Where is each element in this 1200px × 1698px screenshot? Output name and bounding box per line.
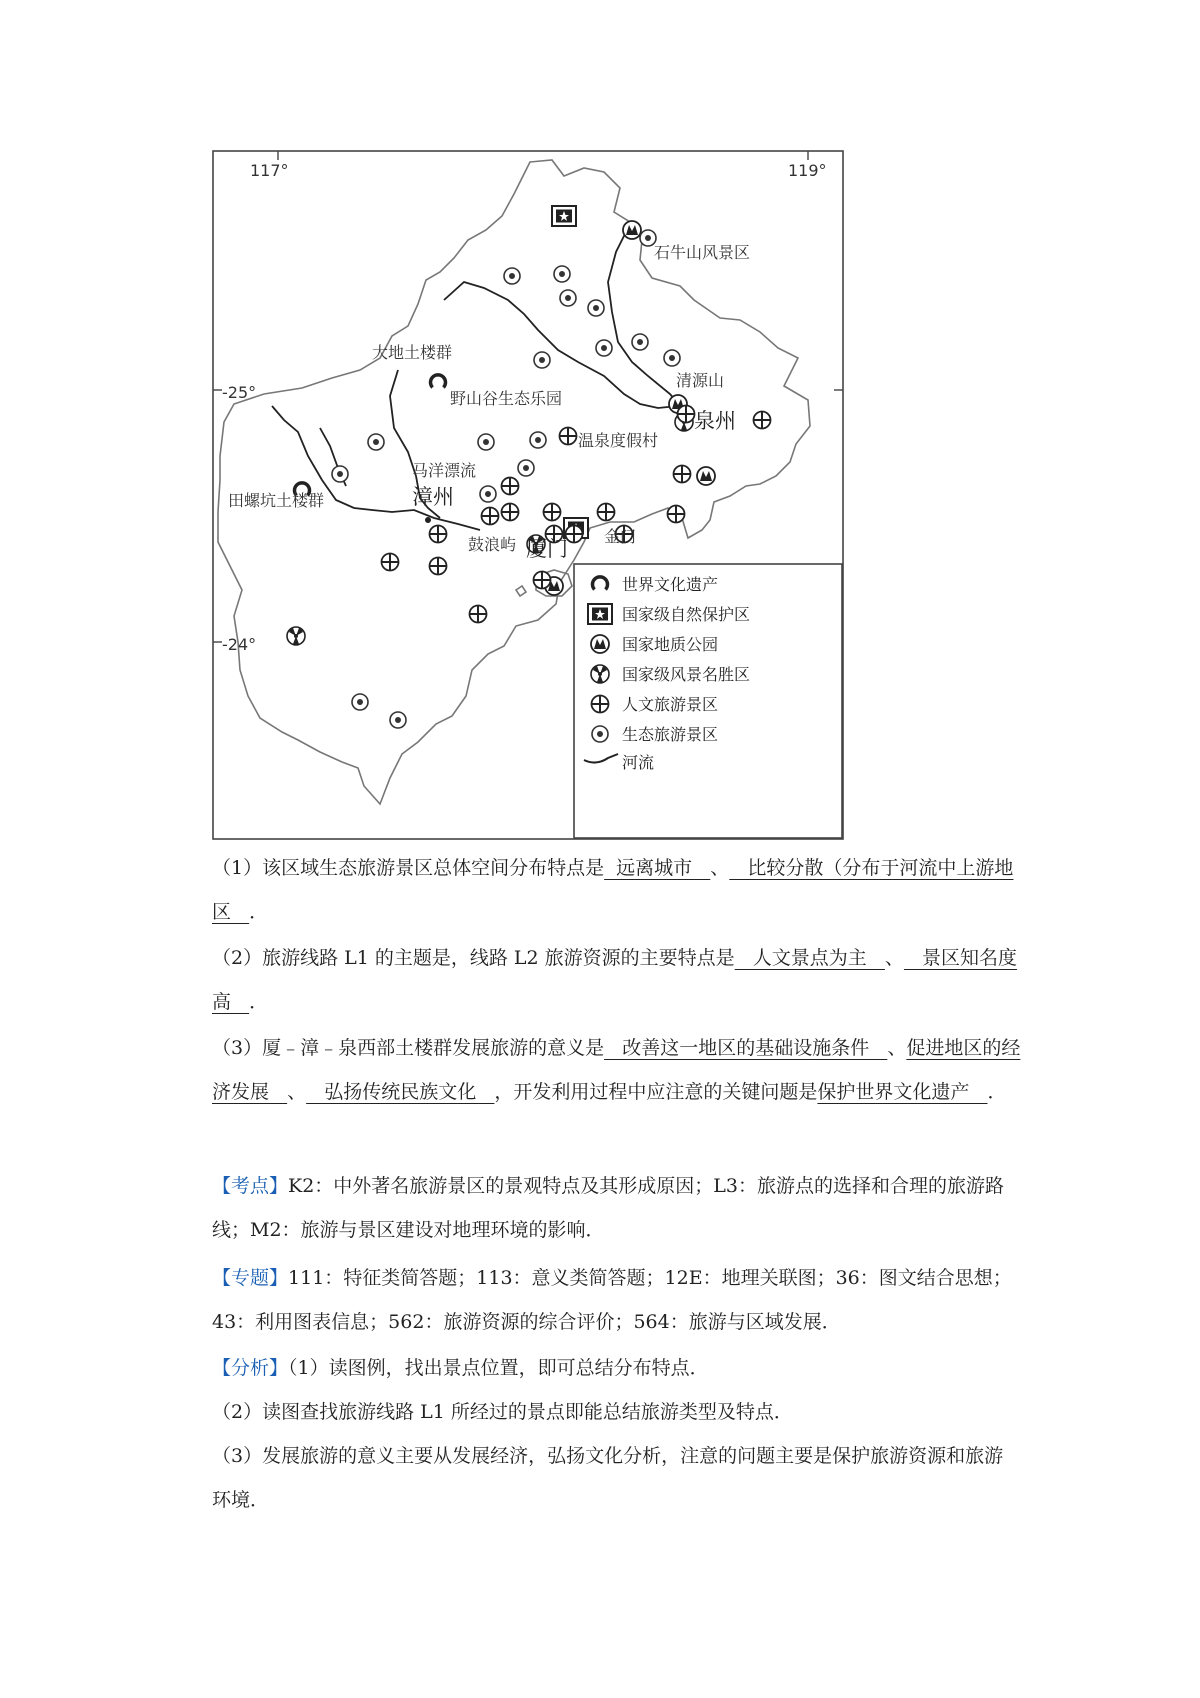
question-1 bbox=[212, 846, 1022, 934]
cultural-site-icon bbox=[598, 504, 615, 521]
q1-prefix: （1）该区域生态旅游景区总体空间分布特点是 bbox=[212, 857, 605, 879]
longitude-119-label: 119° bbox=[788, 161, 827, 180]
legend-label: 河流 bbox=[622, 753, 655, 772]
place-jinmen: 金门 bbox=[604, 527, 637, 546]
cultural-site-icon bbox=[668, 506, 685, 523]
longitude-117-label: 117° bbox=[250, 161, 289, 180]
fenxi-section bbox=[212, 1346, 1022, 1522]
question-3 bbox=[212, 1026, 1022, 1114]
geopark-icon bbox=[623, 221, 641, 239]
fenxi-p3: （3）发展旅游的意义主要从发展经济，弘扬文化分析，注意的问题主要是保护旅游资源和旅游环境． bbox=[212, 1445, 1004, 1511]
cultural-site-icon bbox=[430, 526, 447, 543]
q2-prefix: （2）旅游线路 L1 的主题是，线路 L2 旅游资源的主要特点是 bbox=[212, 947, 735, 969]
legend-label: 国家地质公园 bbox=[622, 635, 719, 654]
cultural-site-icon bbox=[544, 504, 561, 521]
place-tianluokeng: 田螺坑土楼群 bbox=[228, 491, 325, 510]
cultural-site-icon bbox=[678, 406, 695, 423]
q2-end: ． bbox=[249, 991, 269, 1013]
place-quanzhou: 泉州 bbox=[694, 409, 736, 433]
cultural-site-icon bbox=[592, 696, 609, 713]
scenic-area-icon bbox=[287, 627, 305, 645]
eco-site-icon bbox=[352, 694, 368, 710]
cultural-site-icon bbox=[502, 504, 519, 521]
q3-mid: ，开发利用过程中应注意的关键问题是 bbox=[494, 1081, 818, 1103]
eco-site-icon bbox=[504, 268, 520, 284]
place-qingyuanshan: 清源山 bbox=[676, 371, 725, 390]
cultural-site-icon bbox=[754, 412, 771, 429]
eco-site-icon bbox=[530, 432, 546, 448]
place-gulangyu: 鼓浪屿 bbox=[468, 535, 517, 554]
place-dadi: 大地土楼群 bbox=[372, 343, 453, 362]
fenxi-tag: 【分析】 bbox=[212, 1357, 289, 1379]
cultural-site-icon bbox=[560, 428, 577, 445]
legend-label: 国家级风景名胜区 bbox=[622, 665, 751, 684]
latitude-24-label: -24° bbox=[222, 635, 257, 654]
q3-sep-2: 、 bbox=[287, 1081, 307, 1103]
cultural-site-icon bbox=[674, 466, 691, 483]
zhuanti-section bbox=[212, 1256, 1022, 1344]
q3-answer-2: 促进地区的经济发展 bbox=[212, 1037, 1021, 1103]
eco-site-icon bbox=[560, 290, 576, 306]
eco-site-icon bbox=[332, 466, 348, 482]
geopark-icon bbox=[697, 467, 715, 485]
zhuanti-text: 111：特征类简答题；113：意义类简答题；12E：地理关联图；36：图文结合思想；43：利用图表信息；562：旅游资源的综合评价；564：旅游与区域发展． bbox=[212, 1267, 1012, 1333]
nature-reserve-icon bbox=[588, 604, 612, 624]
legend-label: 世界文化遗产 bbox=[622, 575, 719, 594]
geopark-icon bbox=[591, 635, 609, 653]
cultural-site-icon bbox=[534, 572, 551, 589]
cultural-site-icon bbox=[566, 526, 583, 543]
question-2 bbox=[212, 936, 1022, 1024]
eco-site-icon bbox=[480, 486, 496, 502]
eco-site-icon bbox=[534, 352, 550, 368]
place-shiniushan: 石牛山风景区 bbox=[654, 243, 751, 262]
cultural-site-icon bbox=[382, 554, 399, 571]
eco-site-icon bbox=[554, 266, 570, 282]
legend-label: 国家级自然保护区 bbox=[622, 605, 751, 624]
fenxi-p1: （1）读图例，找出景点位置，即可总结分布特点． bbox=[288, 1357, 709, 1379]
map-legend bbox=[574, 564, 842, 838]
q3-answer-4: 保护世界文化遗产 bbox=[817, 1081, 988, 1103]
place-wenquan: 温泉度假村 bbox=[578, 431, 659, 450]
eco-site-icon bbox=[518, 460, 534, 476]
place-zhangzhou: 漳州 bbox=[412, 485, 454, 509]
q3-prefix: （3）厦﹣漳﹣泉西部土楼群发展旅游的意义是 bbox=[212, 1037, 605, 1059]
cultural-site-icon bbox=[470, 606, 487, 623]
zhangzhou-city-dot bbox=[425, 517, 431, 523]
place-xiamen: 厦门 bbox=[526, 537, 568, 561]
eco-site-icon bbox=[592, 726, 608, 742]
q1-answer-1: 远离城市 bbox=[604, 857, 711, 879]
q3-answer-3: 弘扬传统民族文化 bbox=[306, 1081, 495, 1103]
kaodian-text: K2：中外著名旅游景区的景观特点及其形成原因；L3：旅游点的选择和合理的旅游路线；M2：旅游与景区建设对地理环境的影响． bbox=[212, 1175, 1005, 1241]
tourism-map bbox=[212, 150, 844, 840]
cultural-site-icon bbox=[502, 478, 519, 495]
eco-site-icon bbox=[368, 434, 384, 450]
q3-sep-1: 、 bbox=[887, 1037, 907, 1059]
q1-answer-2: 比较分散（分布于河流中上游地区 bbox=[212, 857, 1014, 923]
place-mayang: 马洋漂流 bbox=[412, 461, 477, 480]
fenxi-p2: （2）读图查找旅游线路 L1 所经过的景点即能总结旅游类型及特点． bbox=[212, 1401, 793, 1423]
latitude-25-label: -25° bbox=[222, 383, 257, 402]
q3-answer-1: 改善这一地区的基础设施条件 bbox=[604, 1037, 888, 1059]
legend-label: 人文旅游景区 bbox=[622, 695, 719, 714]
eco-site-icon bbox=[390, 712, 406, 728]
place-yeshangu: 野山谷生态乐园 bbox=[450, 389, 563, 408]
q2-answer-1: 人文景点为主 bbox=[734, 947, 885, 969]
fenxi-line-1 bbox=[212, 1346, 1022, 1390]
legend-label: 生态旅游景区 bbox=[622, 725, 719, 744]
eco-site-icon bbox=[596, 340, 612, 356]
eco-site-icon bbox=[664, 350, 680, 366]
q1-end: ． bbox=[249, 901, 269, 923]
q1-sep: 、 bbox=[710, 857, 730, 879]
q2-sep: 、 bbox=[884, 947, 904, 969]
eco-site-icon bbox=[478, 434, 494, 450]
cultural-site-icon bbox=[482, 508, 499, 525]
scenic-area-icon bbox=[591, 665, 609, 683]
q2-answer-2: 景区知名度高 bbox=[212, 947, 1018, 1013]
kaodian-section bbox=[212, 1164, 1022, 1252]
eco-site-icon bbox=[632, 334, 648, 350]
cultural-site-icon bbox=[430, 558, 447, 575]
kaodian-tag: 【考点】 bbox=[212, 1175, 289, 1197]
zhuanti-tag: 【专题】 bbox=[212, 1267, 289, 1289]
nature-reserve-icon bbox=[552, 206, 576, 226]
eco-site-icon bbox=[588, 300, 604, 316]
q3-end: ． bbox=[987, 1081, 1007, 1103]
